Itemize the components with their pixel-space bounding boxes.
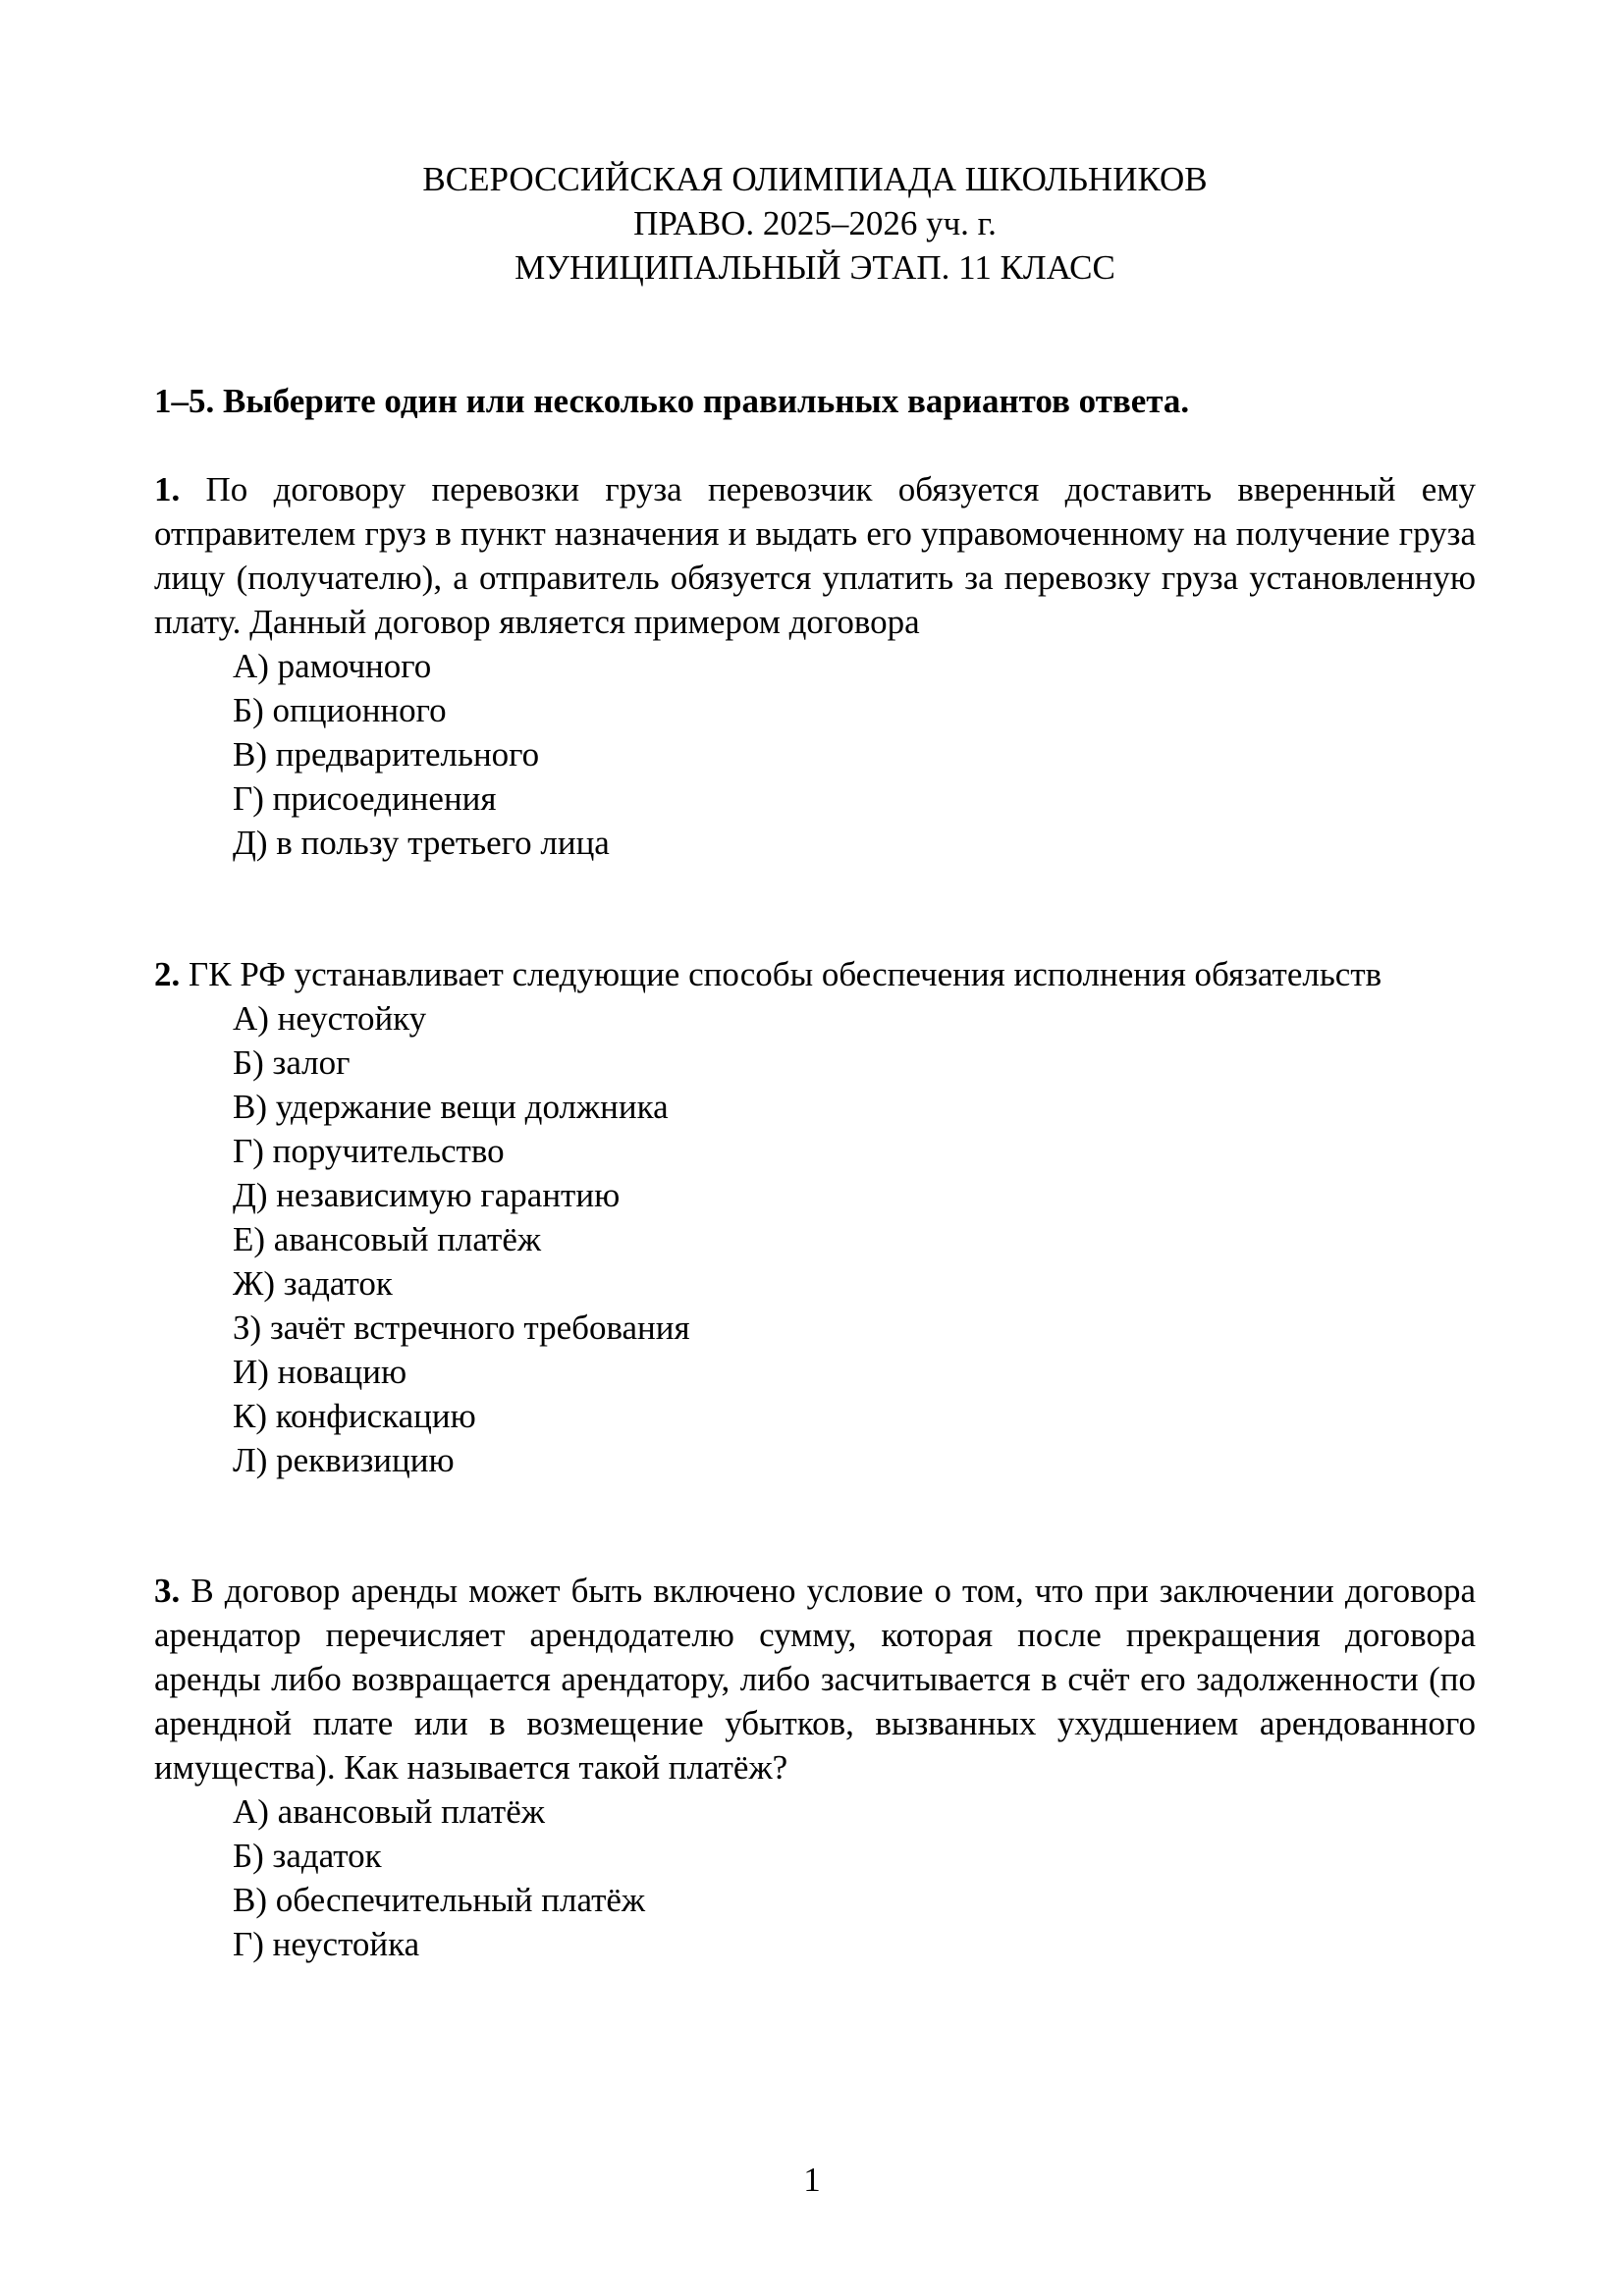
question-2-option-z: З) зачёт встречного требования	[233, 1308, 690, 1347]
question-3-option-g: Г) неустойка	[233, 1925, 420, 1963]
question-1-option-v: В) предварительного	[233, 735, 540, 774]
question-1-stem	[154, 467, 1476, 644]
question-3-option-a: А) авансовый платёж	[233, 1792, 545, 1831]
question-2-option-e: Е) авансовый платёж	[233, 1220, 542, 1258]
question-1-option-b: Б) опционного	[233, 691, 447, 729]
question-3-option-b: Б) задаток	[233, 1837, 382, 1875]
question-1-option-d: Д) в пользу третьего лица	[233, 824, 610, 862]
question-2-stem	[154, 952, 1476, 996]
question-1	[154, 467, 1476, 865]
question-2	[154, 952, 1476, 1482]
question-2-options	[154, 996, 1476, 1482]
question-1-option-g: Г) присоединения	[233, 779, 497, 818]
question-2-number: 2.	[154, 955, 181, 993]
page-number: 1	[803, 2161, 821, 2199]
question-1-text: По договору перевозки груза перевозчик обязуется доставить вверенный ему отправителем груз в пункт назначения и выдать его управомоченному на получение груза лицу (получателю), а отправитель обязуется уплатить за перевозку груза установленную плату. Данный договор является примером договора	[154, 470, 1476, 641]
question-2-option-b: Б) залог	[233, 1043, 351, 1082]
question-2-option-a: А) неустойку	[233, 999, 427, 1038]
question-2-option-d: Д) независимую гарантию	[233, 1176, 621, 1214]
question-2-option-l: Л) реквизицию	[233, 1441, 455, 1479]
question-3-option-v: В) обеспечительный платёж	[233, 1881, 646, 1919]
question-2-option-k: К) конфискацию	[233, 1397, 476, 1435]
question-2-option-g: Г) поручительство	[233, 1132, 505, 1170]
header-subject-year: ПРАВО. 2025–2026 уч. г.	[633, 204, 997, 242]
question-1-options	[154, 644, 1476, 865]
question-3-stem	[154, 1569, 1476, 1789]
question-1-option-a: А) рамочного	[233, 647, 432, 685]
question-2-option-v: В) удержание вещи должника	[233, 1088, 669, 1126]
question-3-number: 3.	[154, 1572, 181, 1610]
question-1-number: 1.	[154, 470, 181, 508]
question-2-text: ГК РФ устанавливает следующие способы обеспечения исполнения обязательств	[180, 955, 1382, 993]
question-3	[154, 1569, 1476, 1966]
question-3-options	[154, 1789, 1476, 1966]
document-header	[154, 157, 1476, 290]
question-2-option-i: И) новацию	[233, 1353, 407, 1391]
question-2-option-zh: Ж) задаток	[233, 1264, 393, 1303]
header-olympiad-title: ВСЕРОССИЙСКАЯ ОЛИМПИАДА ШКОЛЬНИКОВ	[422, 160, 1208, 198]
question-3-text: В договор аренды может быть включено условие о том, что при заключении договора арендатор перечисляет арендодателю сумму, которая после прекращения договора аренды либо возвращается арендатору, либо засчитывается в счёт его задолженности (по арендной плате или в возмещение убытков, вызванных ухудшением арендованного имущества). Как называется такой платёж?	[154, 1572, 1476, 1787]
header-stage-grade: МУНИЦИПАЛЬНЫЙ ЭТАП. 11 КЛАСС	[514, 248, 1115, 287]
section-instructions: 1–5. Выберите один или несколько правильных вариантов ответа.	[154, 382, 1190, 420]
